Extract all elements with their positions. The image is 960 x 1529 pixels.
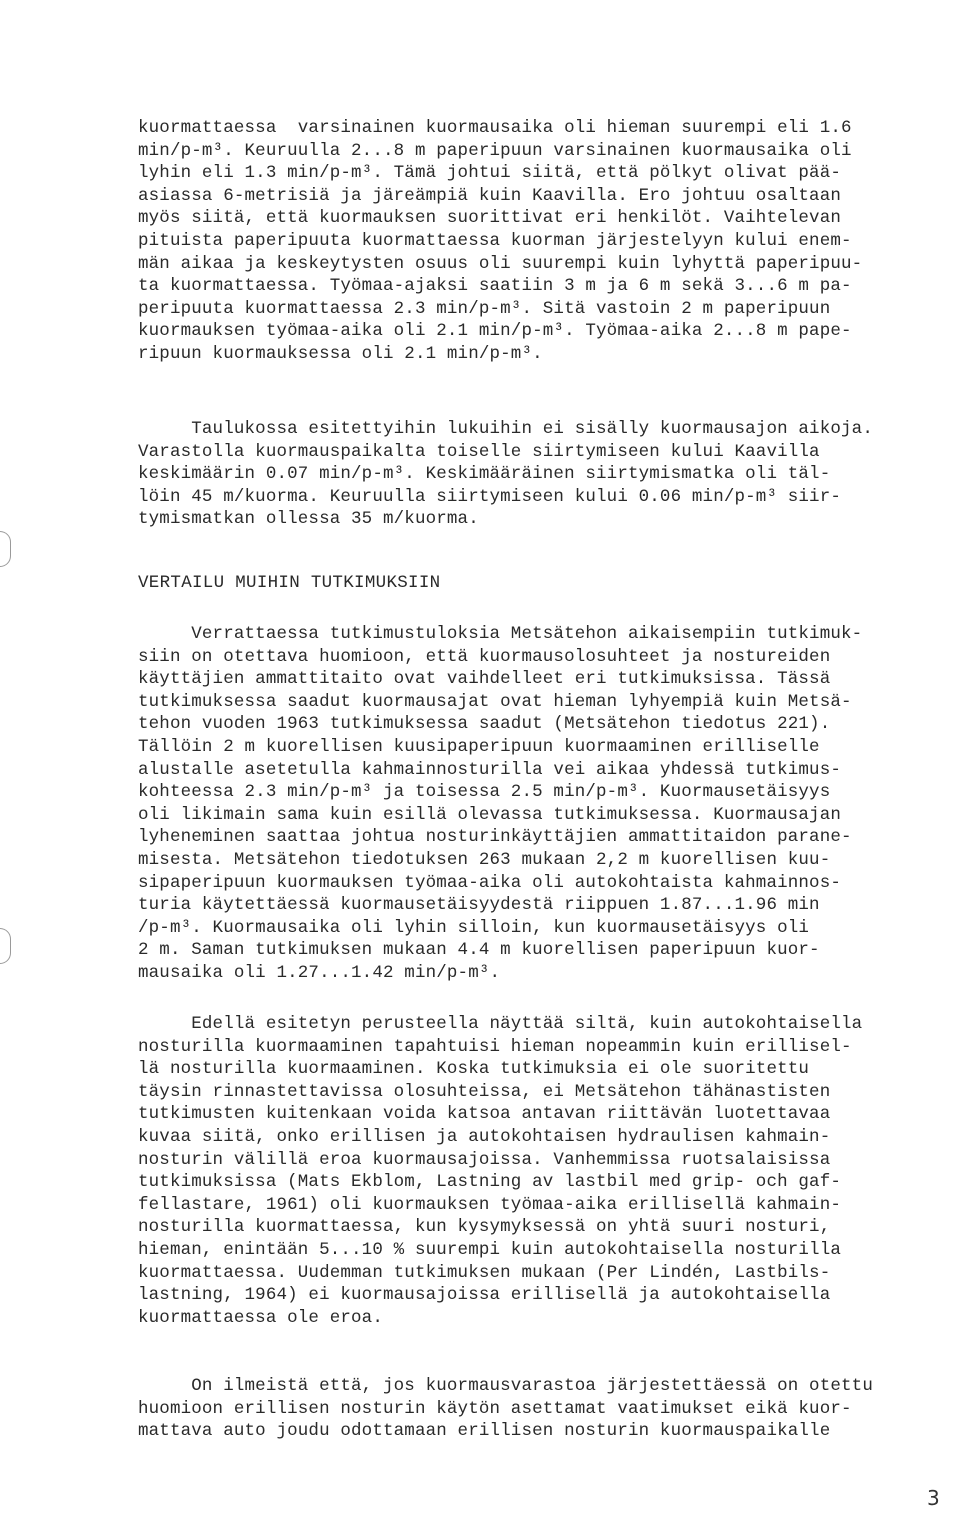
text-line: lastning, 1964) ei kuormausajoissa erillisellä ja autokohtaisella [138,1285,831,1306]
text-line: tutkimuksissa (Mats Ekblom, Lastning av lastbil med grip- och gaf- [138,1172,842,1193]
paragraph-5 [138,1375,948,1443]
text-line: kohteessa 2.3 min/p-m³ ja toisessa 2.5 min/p-m³. Kuormausetäisyys [138,782,831,803]
paragraph-1 [138,117,948,366]
text-line: oli likimain sama kuin esillä olevassa tutkimuksessa. Kuormausajan [138,804,842,825]
section-heading: VERTAILU MUIHIN TUTKIMUKSIIN [138,573,441,593]
text-line: nosturilla kuormattaessa, kun kysymyksessä on yhtä suuri nosturi, [138,1217,831,1238]
text-line: siin on otettava huomioon, että kuormausolosuhteet ja nostureiden [138,646,831,667]
text-line: tymismatkan ollessa 35 m/kuorma. [138,509,479,530]
text-line: lyheneminen saattaa johtua nosturinkäyttäjien ammattitaidon parane- [138,827,852,848]
text-line: mausaika oli 1.27...1.42 min/p-m³. [138,962,501,983]
text-line: kuormattaessa. Uudemman tutkimuksen mukaan (Per Lindén, Lastbils- [138,1262,831,1283]
text-line: alustalle asetetulla kahmainnosturilla vei aikaa yhdessä tutkimus- [138,759,842,780]
text-line: mattava auto joudu odottamaan erillisen nosturin kuormauspaikalle [138,1421,831,1442]
text-line: ripuun kuormauksessa oli 2.1 min/p-m³. [138,343,543,364]
text-line: misesta. Metsätehon tiedotuksen 263 mukaan 2,2 m kuorellisen kuu- [138,849,831,870]
paragraph-3 [138,623,948,985]
text-line: fellastare, 1961) oli kuormauksen työmaa-aika erillisellä kahmain- [138,1194,842,1215]
text-line: Verrattaessa tutkimustuloksia Metsätehon aikaisempiin tutkimuk- [138,624,863,644]
text-line: Varastolla kuormauspaikalta toiselle siirtymiseen kului Kaavilla [138,441,820,462]
text-line: Edellä esitetyn perusteella näyttää siltä, kuin autokohtaisella [138,1014,863,1034]
text-line: pituista paperipuuta kuormattaessa kuorman järjestelyyn kului enem- [138,230,852,251]
text-line: tutkimusten kuitenkaan voida katsoa antavan riittävän luotettavaa [138,1104,831,1125]
text-line: On ilmeistä että, jos kuormausvarastoa järjestettäessä on otettu [138,1376,873,1396]
text-line: turia käytettäessä kuormausetäisyydestä riippuen 1.87...1.96 min [138,895,820,916]
text-line: asiassa 6-metrisiä ja järeämpiä kuin Kaavilla. Ero johtuu osaltaan [138,185,842,206]
text-line: tehon vuoden 1963 tutkimuksessa saadut (Metsätehon tiedotus 221). [138,714,831,735]
text-line: nosturin välillä eroa kuormausajoissa. Vanhemmissa ruotsalaisissa [138,1149,831,1170]
binder-hole-mark [0,928,11,964]
text-line: kuormauksen työmaa-aika oli 2.1 min/p-m³. Työmaa-aika 2...8 m pape- [138,321,852,342]
text-line: /p-m³. Kuormausaika oli lyhin silloin, kun kuormausetäisyys oli [138,917,810,938]
text-line: nosturilla kuormaaminen tapahtuisi hieman nopeammin kuin erillisel- [138,1036,852,1057]
binder-hole-mark [0,531,11,567]
text-line: tutkimuksessa saadut kuormausajat ovat hieman lyhyempiä kuin Metsä- [138,691,852,712]
text-line: hieman, enintään 5...10 % suurempi kuin autokohtaisella nosturilla [138,1239,842,1260]
text-line: sipaperipuun kuormauksen työmaa-aika oli autokohtaista kahmainnos- [138,872,842,893]
text-line: män aikaa ja keskeytysten osuus oli suurempi kuin lyhyttä paperipuu- [138,253,863,274]
paragraph-2 [138,418,948,531]
text-line: kuvaa siitä, onko erillisen ja autokohtaisen hydraulisen kahmain- [138,1126,831,1147]
text-line: myös siitä, että kuormauksen suorittivat eri henkilöt. Vaihtelevan [138,208,842,229]
paragraph-4 [138,1013,948,1329]
text-line: lä nosturilla kuormaaminen. Koska tutkimuksia ei ole suoritettu [138,1059,810,1080]
text-line: täysin rinnastettavissa olosuhteissa, ei Metsätehon tähänastisten [138,1081,831,1102]
text-line: Tällöin 2 m kuorellisen kuusipaperipuun kuormaaminen erilliselle [138,736,820,757]
text-line: min/p-m³. Keuruulla 2...8 m paperipuun varsinainen kuormausaika oli [138,140,852,161]
text-line: 2 m. Saman tutkimuksen mukaan 4.4 m kuorellisen paperipuun kuor- [138,940,820,961]
text-line: peripuuta kuormattaessa 2.3 min/p-m³. Sitä vastoin 2 m paperipuun [138,298,831,319]
text-line: keskimäärin 0.07 min/p-m³. Keskimääräinen siirtymismatka oli täl- [138,464,831,485]
text-line: käyttäjien ammattitaito ovat vaihdelleet eri tutkimuksissa. Tässä [138,669,831,690]
text-line: kuormattaessa varsinainen kuormausaika oli hieman suurempi eli 1.6 [138,118,852,138]
text-line: Taulukossa esitettyihin lukuihin ei sisälly kuormausajon aikoja. [138,419,873,439]
text-line: löin 45 m/kuorma. Keuruulla siirtymiseen kului 0.06 min/p-m³ siir- [138,486,842,507]
page-number: 3 [927,1486,940,1510]
text-line: kuormattaessa ole eroa. [138,1307,383,1328]
text-line: ta kuormattaessa. Työmaa-ajaksi saatiin 3 m ja 6 m sekä 3...6 m pa- [138,276,852,297]
text-line: lyhin eli 1.3 min/p-m³. Tämä johtui siitä, että pölkyt olivat pää- [138,163,842,184]
text-line: huomioon erillisen nosturin käytön asettamat vaatimukset eikä kuor- [138,1398,852,1419]
